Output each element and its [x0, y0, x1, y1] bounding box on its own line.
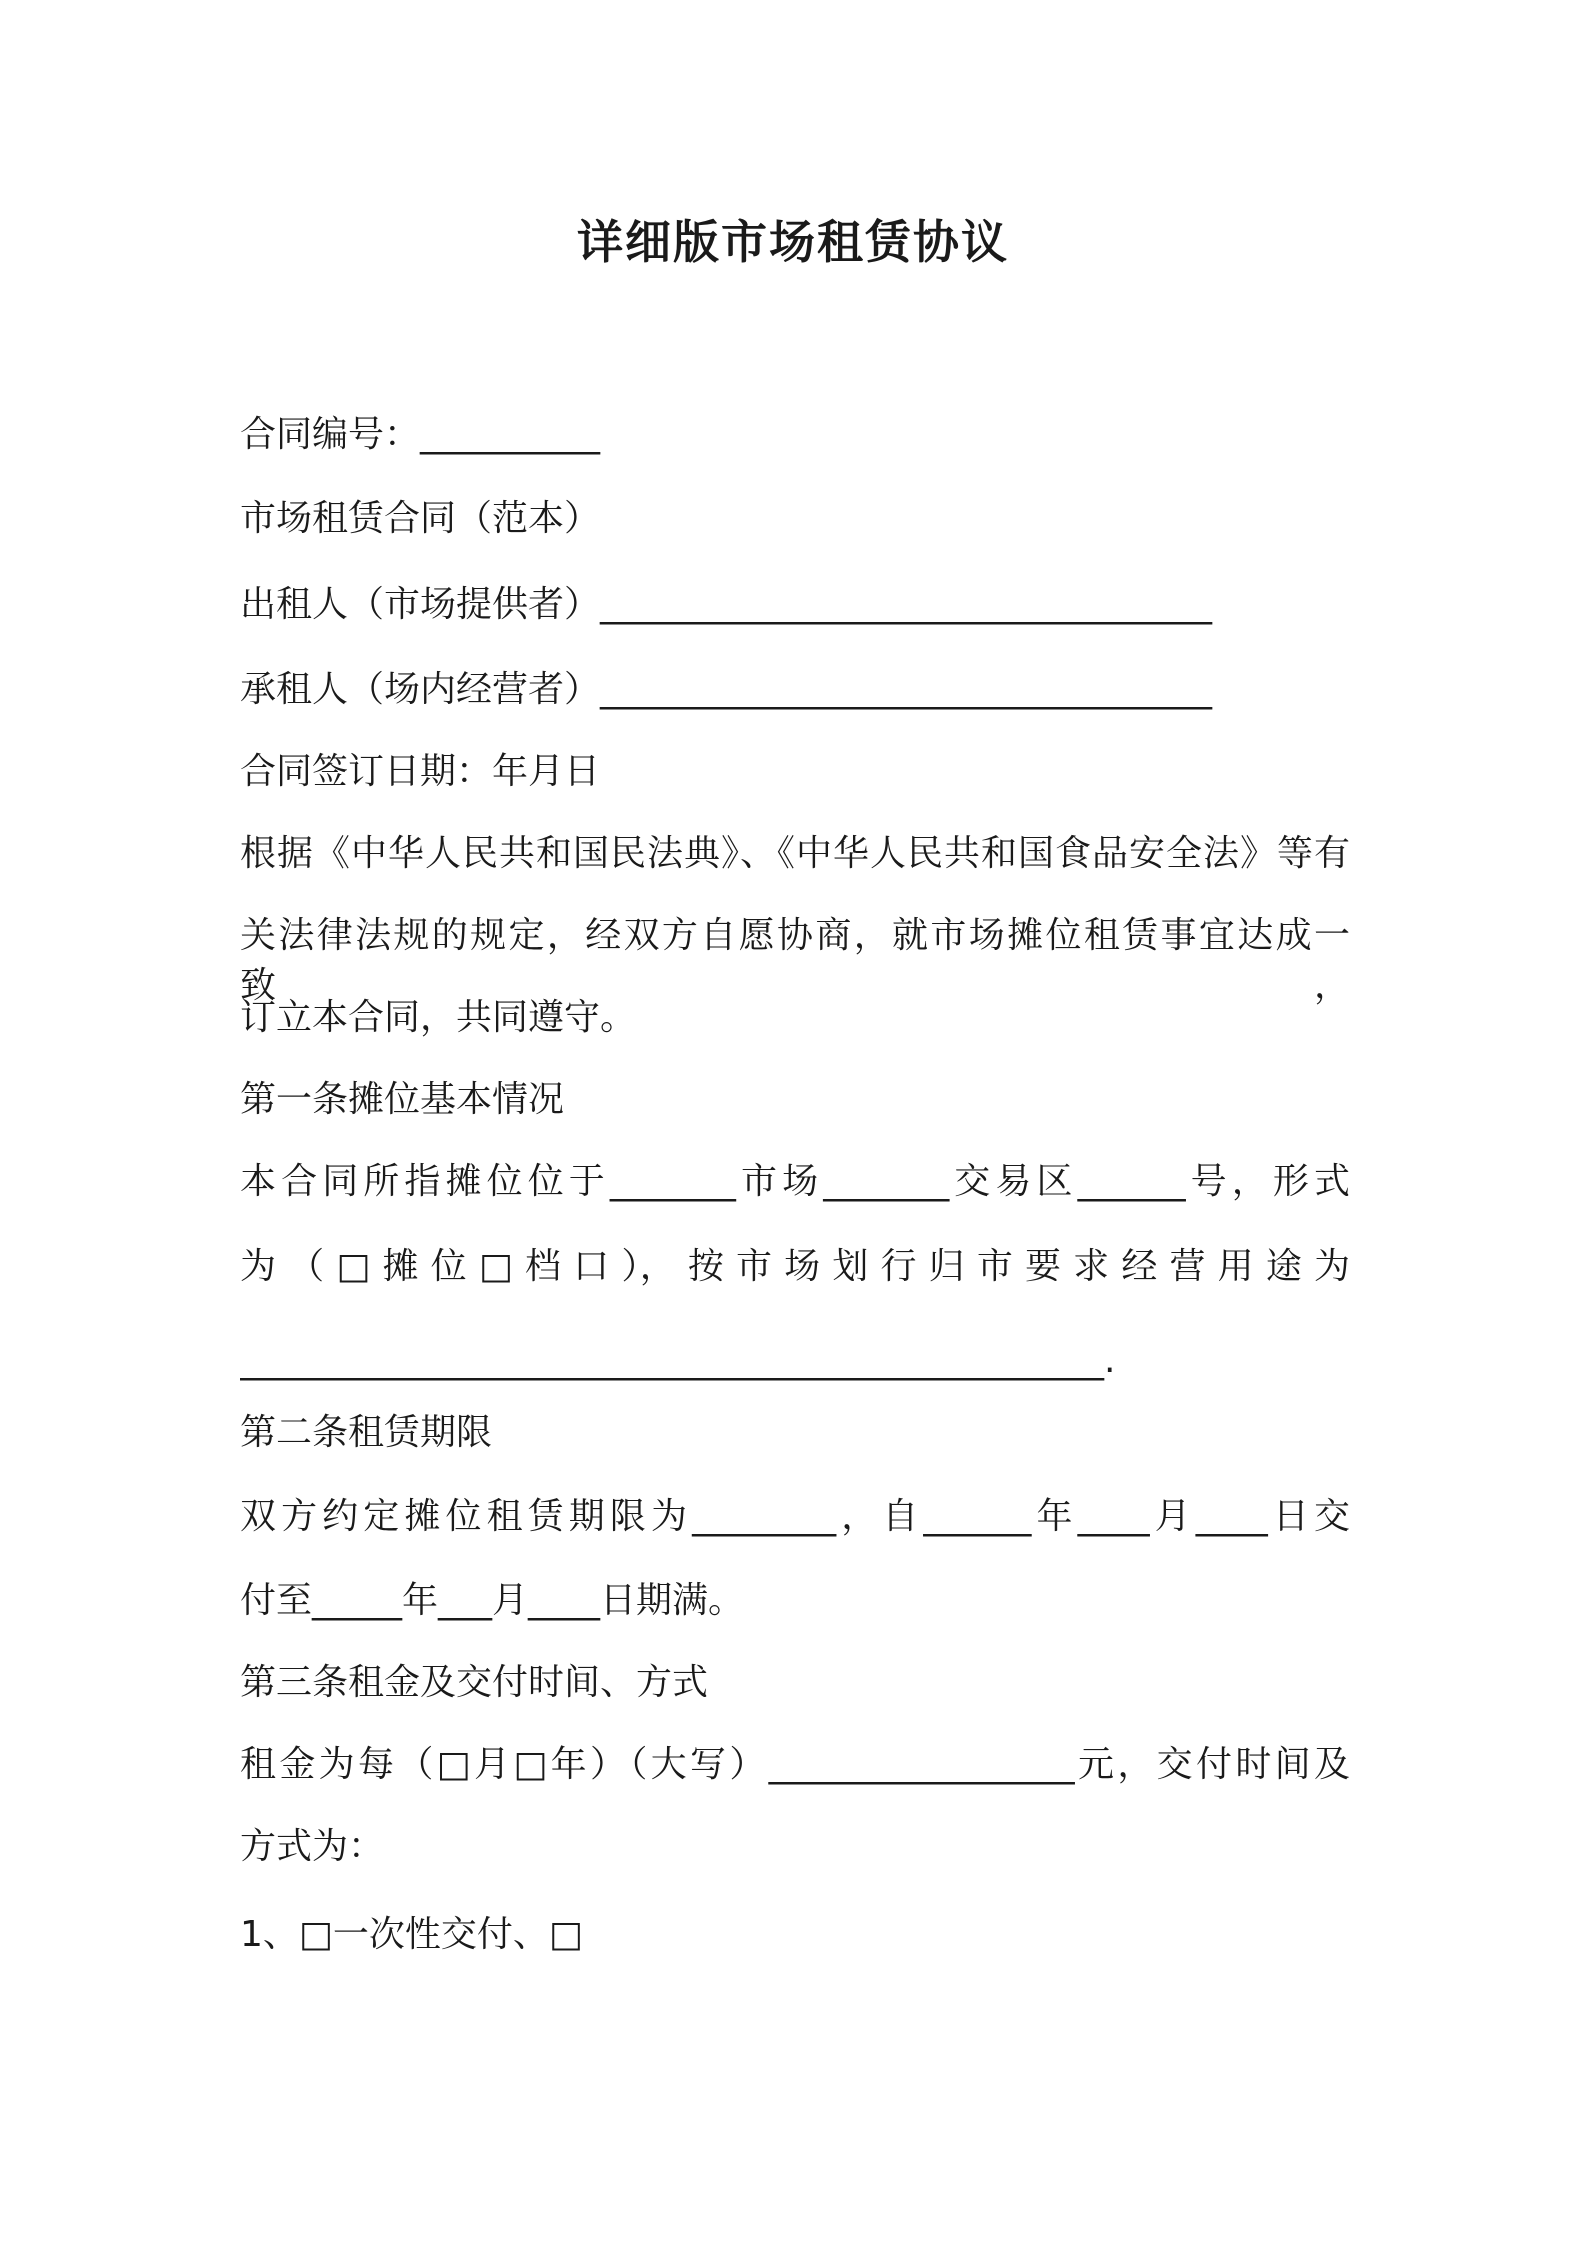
article-3-line-2: 方式为： — [240, 1826, 385, 1867]
lessor-line: 出租人（市场提供者）__________________________________ — [240, 584, 1213, 625]
article-3-line-1: 租金为每（□月□年）（大写）_________________元，交付时间及 — [240, 1744, 1350, 1785]
article-2-heading: 第二条租赁期限 — [240, 1412, 493, 1453]
article-2-line-1: 双方约定摊位租赁期限为________，自______年____月____日交 — [240, 1496, 1350, 1537]
preamble-line-3: 订立本合同，共同遵守。 — [240, 997, 637, 1038]
signing-date-line: 合同签订日期：年月日 — [240, 751, 601, 792]
article-2-line-2: 付至_____年___月____日期满。 — [240, 1580, 745, 1621]
article-1-heading: 第一条摊位基本情况 — [240, 1079, 565, 1120]
article-1-line-1: 本合同所指摊位位于_______市场_______交易区______号，形式 — [240, 1161, 1350, 1202]
article-1-line-3: ________________________________________________. — [240, 1340, 1116, 1381]
lessee-line: 承租人（场内经营者）__________________________________ — [240, 669, 1213, 710]
article-3-item-1: 1、□一次性交付、□ — [240, 1914, 583, 1955]
contract-number-line: 合同编号：__________ — [240, 414, 601, 455]
contract-subtitle: 市场租赁合同（范本） — [240, 498, 601, 539]
document-title: 详细版市场租赁协议 — [577, 215, 1009, 269]
article-3-heading: 第三条租金及交付时间、方式 — [240, 1662, 709, 1703]
preamble-line-2: 关法律法规的规定，经双方自愿协商，就市场摊位租赁事宜达成一致， — [240, 915, 1350, 1006]
article-1-line-2: 为 （ □ 摊 位 □ 档 口 ）， 按 市 场 划 行 归 市 要 求 经 营 用 途 为 — [240, 1246, 1350, 1287]
preamble-line-1: 根据《中华人民共和国民法典》、《中华人民共和国食品安全法》等有 — [240, 833, 1350, 874]
